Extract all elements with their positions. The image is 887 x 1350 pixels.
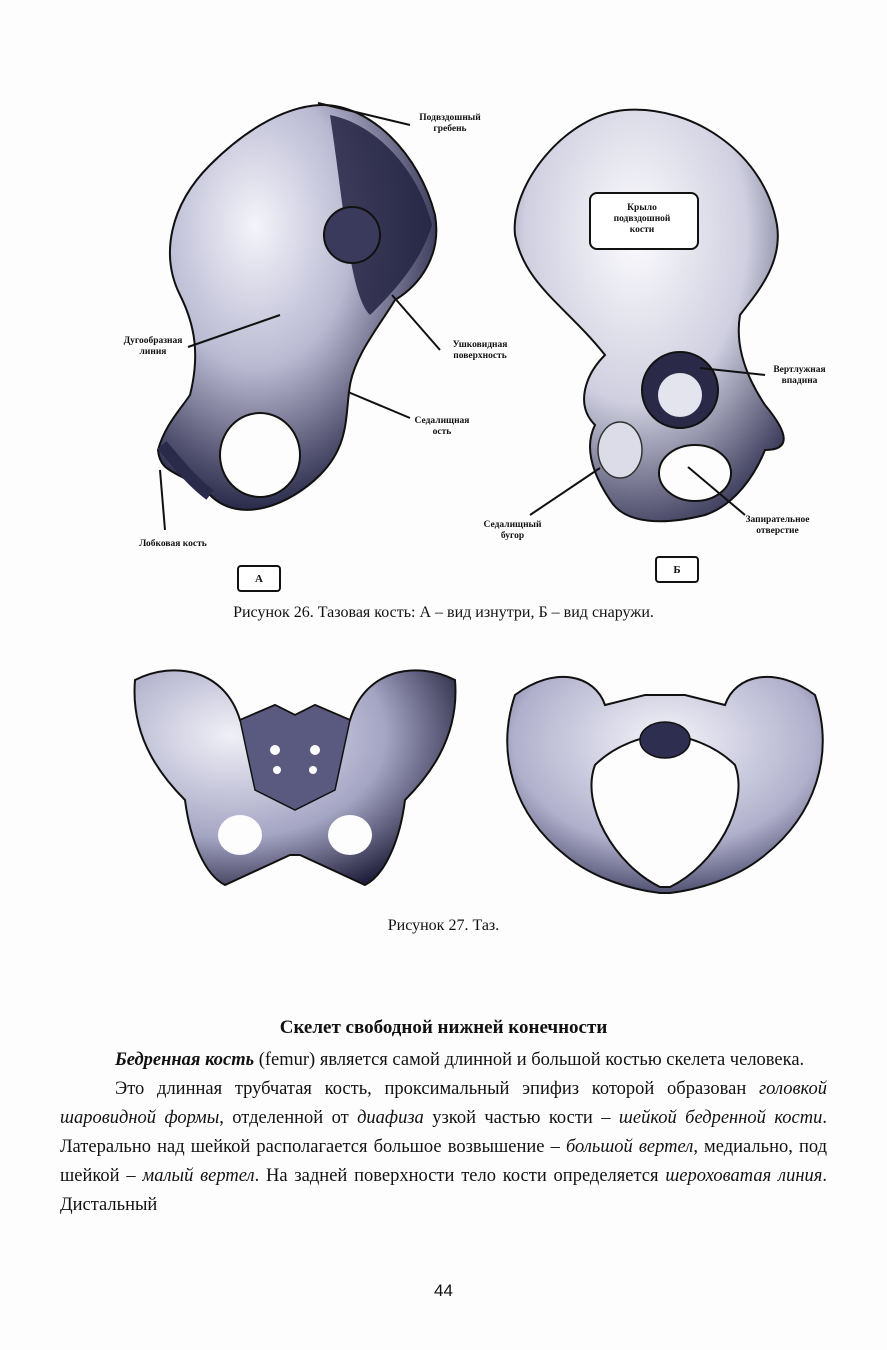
letter-a-box: А <box>237 565 281 592</box>
pelvis-top-view-illustration <box>495 665 835 900</box>
label-pubic-bone: Лобковая кость <box>139 539 207 549</box>
paragraph-femur-definition: Бедренная кость (femur) является самой длинной и большой костью скелета человека. <box>115 1050 805 1070</box>
term-femur: Бедренная кость <box>115 1050 255 1070</box>
pelvis-front-view-illustration <box>125 660 465 890</box>
label-arcuate-line: Дугообразная линия <box>123 336 183 357</box>
italic-term: диафиза <box>357 1108 424 1128</box>
italic-term: шероховатая линия <box>665 1166 823 1186</box>
section-heading: Скелет свободной нижней конечности <box>279 1017 608 1038</box>
figure27-caption: Рисунок 27. Таз. <box>387 917 500 934</box>
letter-b-box: Б <box>655 556 699 583</box>
label-ischial-spine: Седалищная ость <box>414 416 470 437</box>
label-obturator-foramen: Запирательное отверстие <box>745 515 810 536</box>
label-ischial-tuberosity: Седалищный бугор <box>483 520 542 541</box>
label-auricular-surface: Ушковидная поверхность <box>452 340 508 361</box>
italic-term: шейкой бедренной кости <box>618 1108 823 1128</box>
label-iliac-crest: Подвздошный гребень <box>419 113 481 134</box>
term-femur-latin: (femur) <box>258 1050 316 1070</box>
paragraph-femur-description: Это длинная трубчатая кость, проксимальный эпифиз которой образован головкой шаровидной формы, отделенной от диафиза узкой частью кости – шейкой бедренной кости. Латерально над шейкой располагается большое возвышение – большой вертел, медиально, под шейкой – малый вертел. На задней поверхности тело кости определяется шероховатая линия. Дистальный <box>60 1079 828 1215</box>
italic-term: большой вертел <box>565 1137 694 1157</box>
figure26b-leader-lines <box>0 0 887 600</box>
figure26-caption: Рисунок 26. Тазовая кость: А – вид изнутри, Б – вид снаружи. <box>233 604 654 621</box>
italic-term: малый вертел <box>142 1166 255 1186</box>
italic-term: головкой шаровидной формы <box>60 1079 827 1128</box>
label-acetabulum: Вертлужная впадина <box>773 365 826 386</box>
body-text <box>60 1046 827 1220</box>
label-iliac-wing: Крыло подвздошной кости <box>613 203 671 235</box>
page-number: 44 <box>434 1281 453 1300</box>
